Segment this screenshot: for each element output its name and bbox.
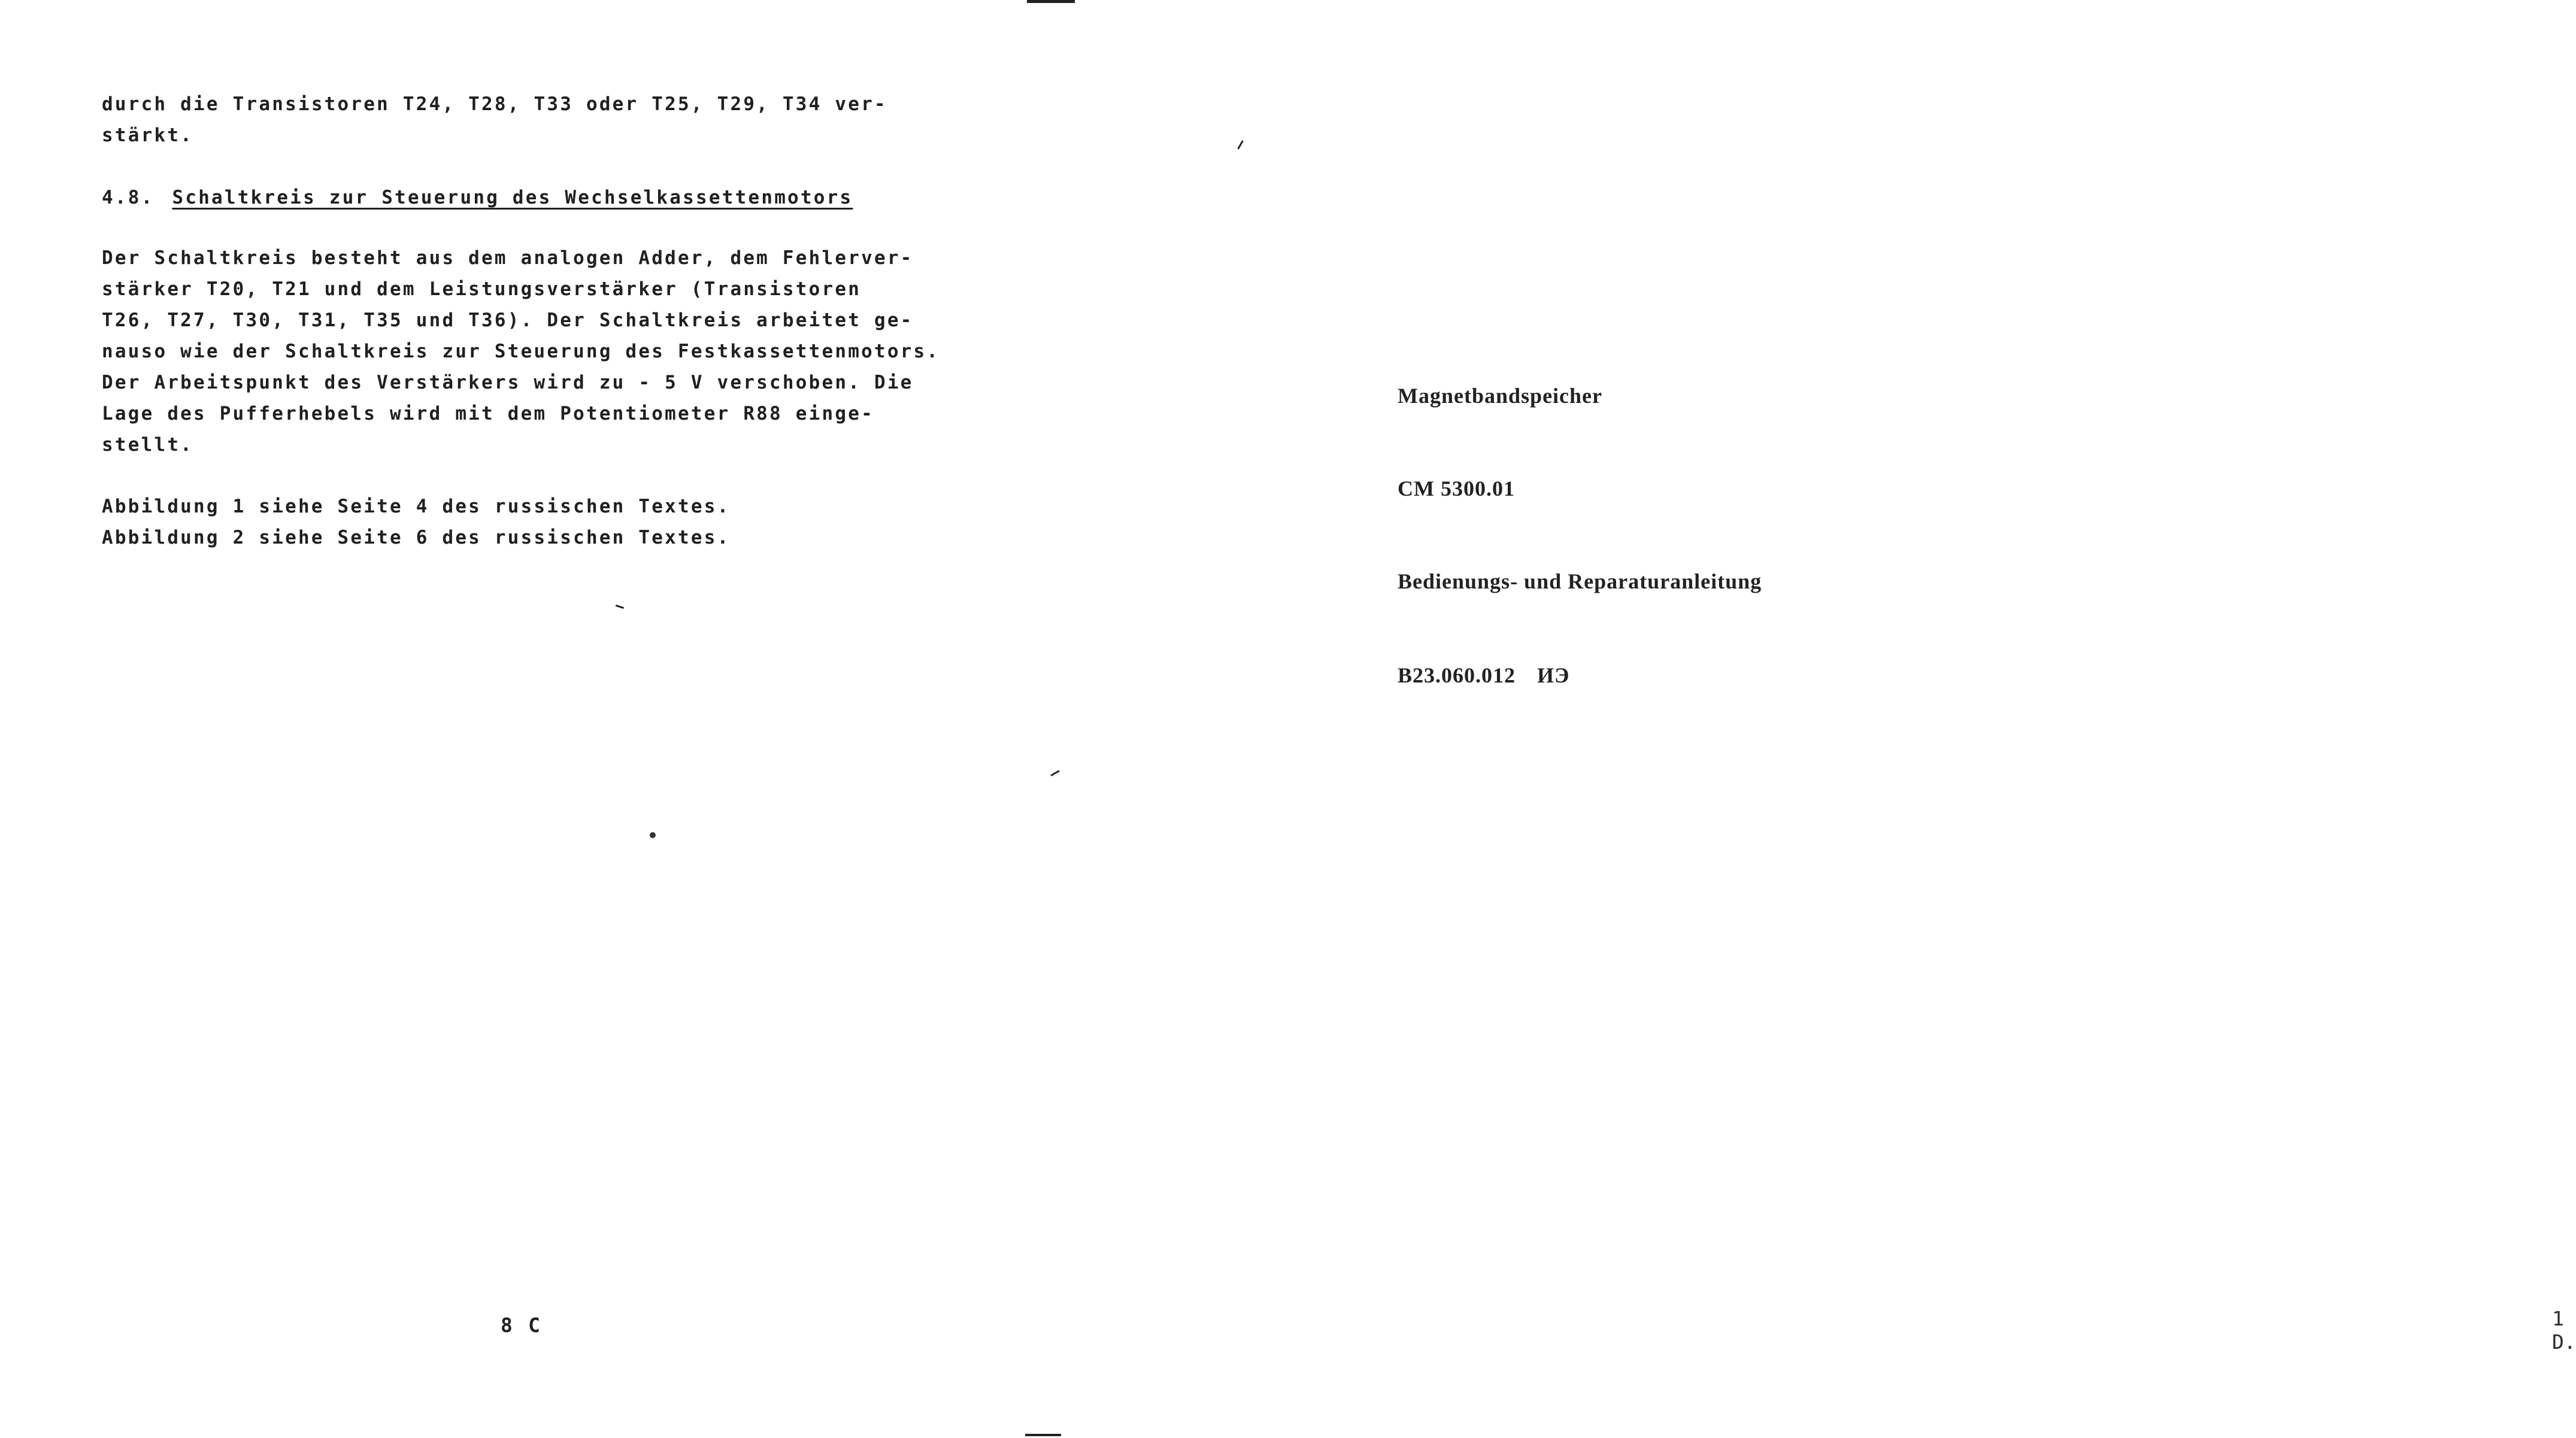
body-paragraph: [102, 242, 940, 460]
body-line: Der Schaltkreis besteht aus dem analogen Adder, dem Fehlerver-: [102, 247, 914, 269]
right-page: [1026, 0, 2576, 1438]
ink-speck: [650, 832, 656, 838]
body-line: stellt.: [102, 434, 194, 456]
intro-line: stärkt.: [102, 125, 194, 146]
figure-note: Abbildung 1 siehe Seite 4 des russischen Textes.: [102, 496, 731, 517]
cover-title: Magnetbandspeicher: [1398, 384, 1602, 408]
figure-notes: [102, 491, 730, 553]
body-line: Lage des Pufferhebels wird mit dem Potentiometer R88 einge-: [102, 403, 874, 424]
cover-model: СМ 5300.01: [1398, 477, 1515, 500]
page-number: 8 C: [501, 1313, 543, 1337]
page-number: 1 D.: [2552, 1307, 2576, 1354]
body-line: stärker T20, T21 und dem Leistungsverstärker (Transistoren: [102, 278, 862, 300]
body-line: Der Arbeitspunkt des Verstärkers wird zu - 5 V verschoben. Die: [102, 372, 914, 393]
left-page: [0, 0, 1026, 1438]
ink-mark: [1050, 770, 1059, 776]
doc-suffix: ИЭ: [1537, 663, 1570, 687]
intro-paragraph: [102, 89, 887, 151]
doc-number: B23.060.012: [1398, 663, 1516, 687]
section-title: Schaltkreis zur Steuerung des Wechselkassettenmotors: [172, 187, 853, 208]
scan-edge-mark: [1025, 1434, 1061, 1436]
ink-mark: [1237, 140, 1244, 149]
body-line: T26, T27, T30, T31, T35 und T36). Der Schaltkreis arbeitet ge-: [102, 310, 914, 331]
section-number: 4.8.: [102, 187, 154, 208]
scan-edge-mark: [1027, 0, 1075, 3]
cover-doc-number: [1398, 663, 1569, 688]
intro-line: durch die Transistoren T24, T28, T33 oder T25, T29, T34 ver-: [102, 93, 887, 115]
cover-doc-type: Bedienungs- und Reparaturanleitung: [1398, 569, 1762, 593]
body-line: nauso wie der Schaltkreis zur Steuerung des Festkassettenmotors.: [102, 341, 940, 362]
section-heading: [102, 182, 853, 213]
figure-note: Abbildung 2 siehe Seite 6 des russischen Textes.: [102, 527, 731, 548]
ink-mark: [616, 605, 624, 609]
